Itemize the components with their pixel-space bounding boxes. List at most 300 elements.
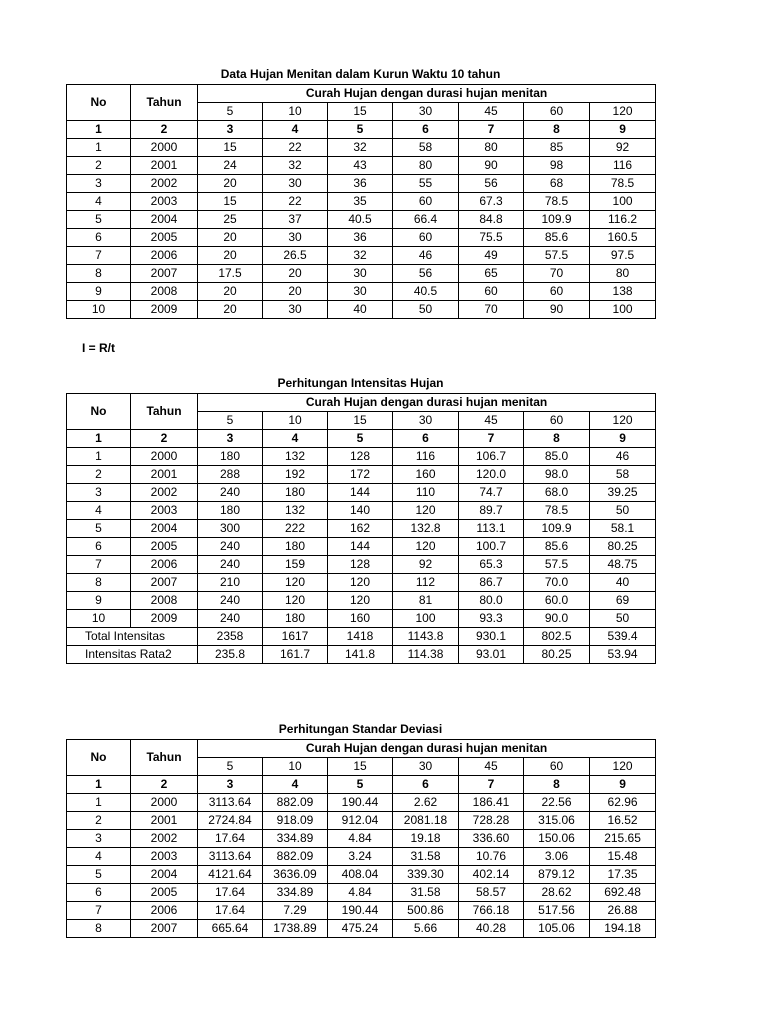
summary-cell: 93.01 — [459, 646, 524, 664]
table-cell: 58 — [590, 466, 656, 484]
table-cell: 40 — [590, 574, 656, 592]
header-no: No — [67, 85, 131, 121]
table-cell: 3 — [67, 175, 131, 193]
column-index-row — [67, 776, 656, 794]
table-cell: 15 — [198, 193, 263, 211]
table-cell: 172 — [328, 466, 393, 484]
table-cell: 120 — [393, 502, 459, 520]
table-cell: 92 — [590, 139, 656, 157]
header-no: No — [67, 740, 131, 776]
table-cell: 32 — [328, 247, 393, 265]
table-cell: 57.5 — [524, 247, 590, 265]
intensity-formula: I = R/t — [82, 341, 116, 355]
table-cell: 20 — [263, 283, 328, 301]
table-cell: 70 — [524, 265, 590, 283]
header-duration: 5 — [198, 758, 263, 776]
table-cell: 40.5 — [328, 211, 393, 229]
table-cell: 78.5 — [590, 175, 656, 193]
table-row — [67, 920, 656, 938]
table-row — [67, 848, 656, 866]
table-cell: 84.8 — [459, 211, 524, 229]
table-cell: 60 — [393, 229, 459, 247]
table-cell: 80 — [393, 157, 459, 175]
table-row — [67, 884, 656, 902]
table-cell: 144 — [328, 538, 393, 556]
table-cell: 65 — [459, 265, 524, 283]
table-cell: 60 — [524, 283, 590, 301]
table-cell: 3113.64 — [198, 848, 263, 866]
table-cell: 46 — [590, 448, 656, 466]
table-cell: 692.48 — [590, 884, 656, 902]
table-cell: 500.86 — [393, 902, 459, 920]
table-cell: 80.0 — [459, 592, 524, 610]
table-cell: 90 — [524, 301, 590, 319]
summary-cell: 161.7 — [263, 646, 328, 664]
table-cell: 408.04 — [328, 866, 393, 884]
table-cell: 5 — [67, 866, 131, 884]
table1-title: Data Hujan Menitan dalam Kurun Waktu 10 tahun — [220, 67, 501, 81]
table-cell: 240 — [198, 538, 263, 556]
table-cell: 56 — [459, 175, 524, 193]
table-row — [67, 502, 656, 520]
column-index-cell: 5 — [328, 776, 393, 794]
table-cell: 138 — [590, 283, 656, 301]
table-cell: 2.62 — [393, 794, 459, 812]
table-cell: 70 — [459, 301, 524, 319]
header-duration: 120 — [590, 758, 656, 776]
table-cell: 194.18 — [590, 920, 656, 938]
table-cell: 339.30 — [393, 866, 459, 884]
summary-cell: 2358 — [198, 628, 263, 646]
table-cell: 2004 — [131, 211, 198, 229]
std-deviation-table — [66, 739, 656, 938]
table-cell: 60.0 — [524, 592, 590, 610]
table-cell: 336.60 — [459, 830, 524, 848]
table-cell: 17.64 — [198, 884, 263, 902]
table-cell: 7 — [67, 556, 131, 574]
header-curah-hujan: Curah Hujan dengan durasi hujan menitan — [198, 740, 656, 758]
table-cell: 3 — [67, 830, 131, 848]
table-cell: 15.48 — [590, 848, 656, 866]
table-cell: 2003 — [131, 193, 198, 211]
table-cell: 132 — [263, 448, 328, 466]
table-cell: 69 — [590, 592, 656, 610]
table-cell: 150.06 — [524, 830, 590, 848]
table-cell: 2005 — [131, 884, 198, 902]
table-cell: 144 — [328, 484, 393, 502]
table-cell: 74.7 — [459, 484, 524, 502]
table-cell: 24 — [198, 157, 263, 175]
rainfall-data-table — [66, 84, 656, 319]
table-cell: 58.57 — [459, 884, 524, 902]
column-index-cell: 4 — [263, 121, 328, 139]
table-cell: 5 — [67, 520, 131, 538]
table-cell: 50 — [590, 610, 656, 628]
table-cell: 75.5 — [459, 229, 524, 247]
column-index-cell: 9 — [590, 121, 656, 139]
table-cell: 475.24 — [328, 920, 393, 938]
table-cell: 60 — [393, 193, 459, 211]
table-cell: 2002 — [131, 175, 198, 193]
header-duration: 120 — [590, 103, 656, 121]
table-cell: 66.4 — [393, 211, 459, 229]
table-cell: 2002 — [131, 484, 198, 502]
table-cell: 140 — [328, 502, 393, 520]
header-duration: 45 — [459, 103, 524, 121]
table-cell: 17.64 — [198, 830, 263, 848]
table-cell: 17.5 — [198, 265, 263, 283]
table-cell: 1 — [67, 448, 131, 466]
table-row — [67, 902, 656, 920]
table-cell: 517.56 — [524, 902, 590, 920]
column-index-cell: 8 — [524, 121, 590, 139]
table-cell: 81 — [393, 592, 459, 610]
summary-row — [67, 628, 656, 646]
column-index-cell: 8 — [524, 776, 590, 794]
column-index-cell: 4 — [263, 430, 328, 448]
table-cell: 215.65 — [590, 830, 656, 848]
column-index-cell: 4 — [263, 776, 328, 794]
table-cell: 2006 — [131, 556, 198, 574]
table-cell: 90 — [459, 157, 524, 175]
table-cell: 30 — [328, 265, 393, 283]
summary-cell: 1418 — [328, 628, 393, 646]
table-cell: 918.09 — [263, 812, 328, 830]
table-cell: 25 — [198, 211, 263, 229]
column-index-cell: 3 — [198, 776, 263, 794]
table-cell: 9 — [67, 592, 131, 610]
table-cell: 160 — [393, 466, 459, 484]
table-cell: 30 — [263, 229, 328, 247]
table-cell: 40.5 — [393, 283, 459, 301]
table-cell: 100 — [590, 193, 656, 211]
table-cell: 222 — [263, 520, 328, 538]
column-index-cell: 3 — [198, 430, 263, 448]
column-index-cell: 2 — [131, 121, 198, 139]
table-cell: 2724.84 — [198, 812, 263, 830]
table-cell: 2000 — [131, 794, 198, 812]
column-index-cell: 6 — [393, 430, 459, 448]
table-cell: 28.62 — [524, 884, 590, 902]
table-cell: 58 — [393, 139, 459, 157]
header-duration: 30 — [393, 103, 459, 121]
table-cell: 2009 — [131, 610, 198, 628]
header-curah-hujan: Curah Hujan dengan durasi hujan menitan — [198, 394, 656, 412]
table-cell: 1738.89 — [263, 920, 328, 938]
table-cell: 2006 — [131, 247, 198, 265]
table-cell: 78.5 — [524, 193, 590, 211]
table-cell: 46 — [393, 247, 459, 265]
table-cell: 15 — [198, 139, 263, 157]
table-cell: 159 — [263, 556, 328, 574]
table-cell: 19.18 — [393, 830, 459, 848]
table-cell: 22 — [263, 139, 328, 157]
summary-cell: 235.8 — [198, 646, 263, 664]
table-cell: 3 — [67, 484, 131, 502]
table-cell: 10 — [67, 610, 131, 628]
table-cell: 8 — [67, 920, 131, 938]
header-duration: 10 — [263, 103, 328, 121]
table-cell: 2081.18 — [393, 812, 459, 830]
table-cell: 3113.64 — [198, 794, 263, 812]
header-duration: 30 — [393, 412, 459, 430]
table-cell: 36 — [328, 229, 393, 247]
table-cell: 240 — [198, 610, 263, 628]
column-index-cell: 7 — [459, 430, 524, 448]
table-cell: 17.64 — [198, 902, 263, 920]
table-cell: 10 — [67, 301, 131, 319]
table-cell: 160.5 — [590, 229, 656, 247]
table-cell: 334.89 — [263, 830, 328, 848]
summary-cell: 1143.8 — [393, 628, 459, 646]
table-cell: 32 — [328, 139, 393, 157]
header-duration: 15 — [328, 412, 393, 430]
table-cell: 37 — [263, 211, 328, 229]
column-index-cell: 1 — [67, 430, 131, 448]
table-cell: 4 — [67, 193, 131, 211]
table-cell: 4.84 — [328, 830, 393, 848]
header-duration: 10 — [263, 758, 328, 776]
table-cell: 1 — [67, 139, 131, 157]
table-cell: 334.89 — [263, 884, 328, 902]
table-row — [67, 193, 656, 211]
table-cell: 60 — [459, 283, 524, 301]
table-cell: 98.0 — [524, 466, 590, 484]
table-row — [67, 794, 656, 812]
table-cell: 315.06 — [524, 812, 590, 830]
table-cell: 7 — [67, 902, 131, 920]
table-row — [67, 574, 656, 592]
table-cell: 912.04 — [328, 812, 393, 830]
header-tahun: Tahun — [131, 740, 198, 776]
table-cell: 120 — [393, 538, 459, 556]
table-cell: 300 — [198, 520, 263, 538]
table-cell: 879.12 — [524, 866, 590, 884]
table-cell: 8 — [67, 574, 131, 592]
table-cell: 31.58 — [393, 884, 459, 902]
column-index-cell: 2 — [131, 776, 198, 794]
column-index-cell: 3 — [198, 121, 263, 139]
header-duration: 60 — [524, 103, 590, 121]
table-cell: 10.76 — [459, 848, 524, 866]
table-cell: 3.06 — [524, 848, 590, 866]
table-cell: 180 — [198, 502, 263, 520]
summary-cell: 930.1 — [459, 628, 524, 646]
table-cell: 85.0 — [524, 448, 590, 466]
table-cell: 2004 — [131, 866, 198, 884]
table-cell: 3.24 — [328, 848, 393, 866]
table-cell: 97.5 — [590, 247, 656, 265]
table-cell: 402.14 — [459, 866, 524, 884]
table-cell: 2007 — [131, 920, 198, 938]
table-cell: 116 — [393, 448, 459, 466]
table-cell: 2007 — [131, 574, 198, 592]
summary-cell: 114.38 — [393, 646, 459, 664]
summary-label: Total Intensitas — [67, 628, 198, 646]
table-row — [67, 448, 656, 466]
table-cell: 7 — [67, 247, 131, 265]
table-cell: 132 — [263, 502, 328, 520]
table-cell: 50 — [590, 502, 656, 520]
column-index-cell: 7 — [459, 776, 524, 794]
table-cell: 2006 — [131, 902, 198, 920]
table-cell: 1 — [67, 794, 131, 812]
table-cell: 35 — [328, 193, 393, 211]
table-cell: 3636.09 — [263, 866, 328, 884]
table-cell: 32 — [263, 157, 328, 175]
table-cell: 22 — [263, 193, 328, 211]
table-cell: 2007 — [131, 265, 198, 283]
table-cell: 2003 — [131, 502, 198, 520]
table-cell: 98 — [524, 157, 590, 175]
table-cell: 2 — [67, 157, 131, 175]
table-cell: 40 — [328, 301, 393, 319]
table-cell: 22.56 — [524, 794, 590, 812]
table-cell: 2000 — [131, 448, 198, 466]
table-cell: 100 — [590, 301, 656, 319]
summary-cell: 80.25 — [524, 646, 590, 664]
table-cell: 20 — [198, 175, 263, 193]
column-index-cell: 8 — [524, 430, 590, 448]
header-duration: 15 — [328, 758, 393, 776]
table-row — [67, 556, 656, 574]
table-cell: 68.0 — [524, 484, 590, 502]
table-cell: 160 — [328, 610, 393, 628]
column-index-cell: 6 — [393, 121, 459, 139]
table-cell: 6 — [67, 538, 131, 556]
table-cell: 180 — [263, 610, 328, 628]
table-cell: 2009 — [131, 301, 198, 319]
table-cell: 180 — [198, 448, 263, 466]
table-cell: 186.41 — [459, 794, 524, 812]
table-cell: 113.1 — [459, 520, 524, 538]
table-cell: 8 — [67, 265, 131, 283]
table-row — [67, 520, 656, 538]
table-row — [67, 466, 656, 484]
table-cell: 6 — [67, 884, 131, 902]
table-cell: 116 — [590, 157, 656, 175]
table-cell: 2002 — [131, 830, 198, 848]
header-duration: 45 — [459, 758, 524, 776]
table-cell: 180 — [263, 484, 328, 502]
table-cell: 20 — [198, 301, 263, 319]
table-cell: 30 — [263, 301, 328, 319]
table-cell: 5 — [67, 211, 131, 229]
table-cell: 210 — [198, 574, 263, 592]
table-cell: 67.3 — [459, 193, 524, 211]
table-cell: 2004 — [131, 520, 198, 538]
table-cell: 120.0 — [459, 466, 524, 484]
summary-cell: 802.5 — [524, 628, 590, 646]
header-duration: 60 — [524, 758, 590, 776]
table-cell: 2 — [67, 812, 131, 830]
table-cell: 78.5 — [524, 502, 590, 520]
table-cell: 62.96 — [590, 794, 656, 812]
table-cell: 39.25 — [590, 484, 656, 502]
table-cell: 20 — [198, 283, 263, 301]
table-cell: 5.66 — [393, 920, 459, 938]
table-cell: 132.8 — [393, 520, 459, 538]
summary-cell: 1617 — [263, 628, 328, 646]
header-duration: 120 — [590, 412, 656, 430]
header-duration: 30 — [393, 758, 459, 776]
table-cell: 288 — [198, 466, 263, 484]
table-cell: 162 — [328, 520, 393, 538]
table-cell: 55 — [393, 175, 459, 193]
table-cell: 128 — [328, 556, 393, 574]
table-row — [67, 301, 656, 319]
summary-row — [67, 646, 656, 664]
table-cell: 2005 — [131, 538, 198, 556]
table-cell: 9 — [67, 283, 131, 301]
table-row — [67, 610, 656, 628]
header-duration: 15 — [328, 103, 393, 121]
column-index-cell: 6 — [393, 776, 459, 794]
table-cell: 192 — [263, 466, 328, 484]
table-cell: 2000 — [131, 139, 198, 157]
table-cell: 2001 — [131, 466, 198, 484]
column-index-row — [67, 430, 656, 448]
header-duration: 10 — [263, 412, 328, 430]
table-cell: 110 — [393, 484, 459, 502]
table-row — [67, 283, 656, 301]
table-cell: 43 — [328, 157, 393, 175]
table-cell: 882.09 — [263, 848, 328, 866]
header-duration: 5 — [198, 103, 263, 121]
table-cell: 120 — [263, 592, 328, 610]
table-cell: 105.06 — [524, 920, 590, 938]
table-cell: 728.28 — [459, 812, 524, 830]
header-duration: 45 — [459, 412, 524, 430]
column-index-cell: 9 — [590, 776, 656, 794]
table-cell: 56 — [393, 265, 459, 283]
table-cell: 4 — [67, 848, 131, 866]
column-index-cell: 1 — [67, 121, 131, 139]
table-cell: 30 — [328, 283, 393, 301]
table-cell: 26.5 — [263, 247, 328, 265]
table-row — [67, 265, 656, 283]
table-cell: 85 — [524, 139, 590, 157]
table-cell: 2 — [67, 466, 131, 484]
table-cell: 240 — [198, 484, 263, 502]
table-cell: 80 — [590, 265, 656, 283]
table-cell: 2008 — [131, 592, 198, 610]
table-cell: 48.75 — [590, 556, 656, 574]
table-cell: 882.09 — [263, 794, 328, 812]
table-cell: 180 — [263, 538, 328, 556]
table-cell: 7.29 — [263, 902, 328, 920]
table-row — [67, 229, 656, 247]
table-cell: 50 — [393, 301, 459, 319]
column-index-cell: 9 — [590, 430, 656, 448]
table-cell: 240 — [198, 592, 263, 610]
table-cell: 68 — [524, 175, 590, 193]
table-cell: 120 — [263, 574, 328, 592]
table-cell: 112 — [393, 574, 459, 592]
table-row — [67, 830, 656, 848]
table-cell: 4121.64 — [198, 866, 263, 884]
table-cell: 20 — [263, 265, 328, 283]
header-tahun: Tahun — [131, 85, 198, 121]
table-cell: 86.7 — [459, 574, 524, 592]
table-cell: 20 — [198, 247, 263, 265]
table-cell: 190.44 — [328, 902, 393, 920]
column-index-cell: 5 — [328, 121, 393, 139]
table-cell: 4.84 — [328, 884, 393, 902]
table-cell: 17.35 — [590, 866, 656, 884]
table-cell: 109.9 — [524, 211, 590, 229]
header-tahun: Tahun — [131, 394, 198, 430]
